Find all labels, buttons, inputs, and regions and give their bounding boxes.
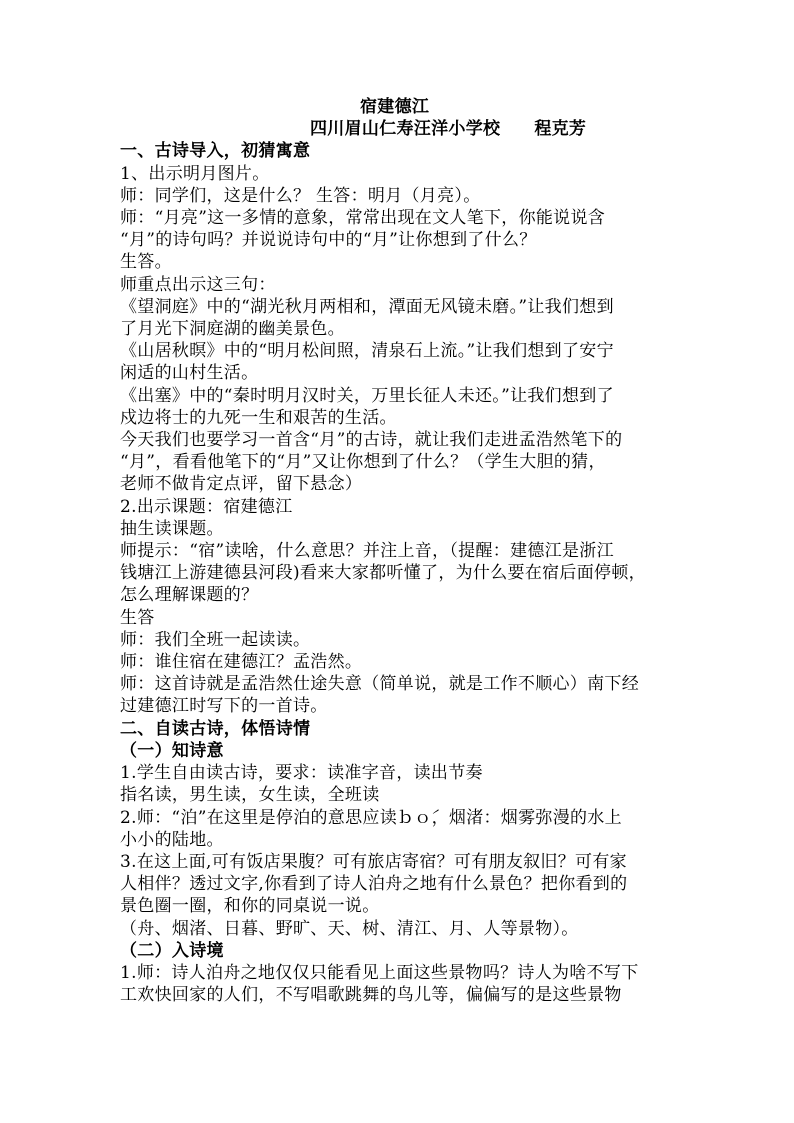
paragraph-line: 《山居秋暝》中的“明月松间照，清泉石上流。”让我们想到了安宁 <box>120 341 614 362</box>
document-title: 宿建德江 <box>360 97 430 117</box>
paragraph-line: 师：同学们，这是什么？ 生答：明月（月亮）。 <box>120 185 481 206</box>
paragraph-line: （舟、烟渚、日暮、野旷、天、树、清江、月、人等景物）。 <box>120 918 579 939</box>
paragraph-line: 指名读，男生读，女生读，全班读 <box>120 785 380 806</box>
paragraph-line: 闲适的山村生活。 <box>120 363 259 384</box>
paragraph-line: 小小的陆地。 <box>120 829 224 850</box>
paragraph-line: 老师不做肯定点评，留下悬念） <box>120 474 363 495</box>
paragraph-line: 师提示：“宿”读啥，什么意思？并注上音，（提醒：建德江是浙江 <box>120 541 614 562</box>
paragraph-line: 师：“月亮”这一多情的意象，常常出现在文人笔下，你能说说含 <box>120 208 606 229</box>
paragraph-line: “月”，看看他笔下的“月”又让你想到了什么？（学生大胆的猜， <box>120 452 606 473</box>
document-body <box>120 140 685 1006</box>
paragraph-line: 师：这首诗就是孟浩然仕途失意（简单说，就是工作不顺心）南下经 <box>120 674 639 695</box>
paragraph-line: 生答 <box>120 607 155 628</box>
author-name: 程克芳 <box>534 119 587 140</box>
paragraph-line: 师：谁住宿在建德江？孟浩然。 <box>120 652 363 673</box>
paragraph-line: 1.师：诗人泊舟之地仅仅只能看见上面这些景物吗？诗人为啥不写下 <box>120 962 639 983</box>
paragraph-line: 3.在这上面,可有饭店果腹？可有旅店寄宿？可有朋友叙旧？可有家 <box>120 851 627 872</box>
paragraph-line: 戍边将士的九死一生和艰苦的生活。 <box>120 407 397 428</box>
paragraph-line: 1、出示明月图片。 <box>120 163 270 184</box>
paragraph-line: 抽生读课题。 <box>120 518 224 539</box>
paragraph-line: 工欢快回家的人们，不写唱歌跳舞的鸟儿等，偏偏写的是这些景物 <box>120 985 622 1006</box>
paragraph-line: 师重点出示这三句： <box>120 274 276 295</box>
author-line <box>120 118 685 140</box>
section-heading: 一、古诗导入，初猜寓意 <box>120 141 311 162</box>
paragraph-line: 师：我们全班一起读读。 <box>120 629 311 650</box>
paragraph-line: 2.出示课题：宿建德江 <box>120 496 293 517</box>
paragraph-line: 《望洞庭》中的“湖光秋月两相和，潭面无风镜未磨。”让我们想到 <box>120 296 614 317</box>
school-name: 四川眉山仁寿汪洋小学校 <box>310 119 501 140</box>
paragraph-line: 钱塘江上游建德县河段)看来大家都听懂了，为什么要在宿后面停顿， <box>120 563 646 584</box>
paragraph-line: 了月光下洞庭湖的幽美景色。 <box>120 319 345 340</box>
paragraph-line: “月”的诗句吗？并说说诗句中的“月”让你想到了什么？ <box>120 230 537 251</box>
subsection-heading: （二）入诗境 <box>120 940 224 961</box>
paragraph-line: 景色圈一圈，和你的同桌说一说。 <box>120 896 380 917</box>
paragraph-line: 生答。 <box>120 252 172 273</box>
document-page <box>120 96 685 1006</box>
paragraph-line: 1.学生自由读古诗，要求：读准字音，读出节奏 <box>120 763 483 784</box>
paragraph-line: 过建德江时写下的一首诗。 <box>120 696 328 717</box>
subsection-heading: （一）知诗意 <box>120 740 224 761</box>
paragraph-line: 《出塞》中的“秦时明月汉时关，万里长征人未还。”让我们想到了 <box>120 385 614 406</box>
section-heading: 二、自读古诗，体悟诗情 <box>120 718 311 739</box>
paragraph-line: 人相伴？透过文字,你看到了诗人泊舟之地有什么景色？把你看到的 <box>120 874 628 895</box>
paragraph-line: 怎么理解课题的？ <box>120 585 259 606</box>
paragraph-line: 今天我们也要学习一首含“月”的古诗，就让我们走进孟浩然笔下的 <box>120 430 623 451</box>
paragraph-line: 2.师：“泊”在这里是停泊的意思应读ｂｏ́，烟渚：烟雾弥漫的水上 <box>120 807 622 828</box>
